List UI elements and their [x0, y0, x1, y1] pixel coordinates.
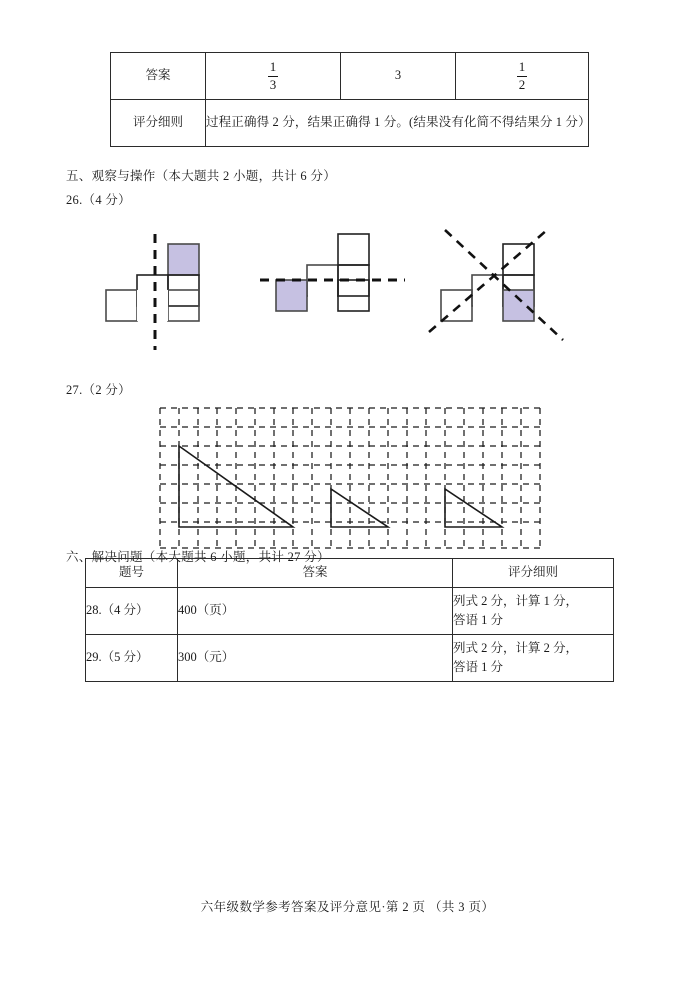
fraction-denominator: 3 [269, 76, 277, 92]
question-27-label: 27.（2 分） [66, 383, 131, 397]
fraction-denominator: 2 [518, 76, 526, 92]
criteria-line: 列式 2 分，计算 2 分， [453, 640, 579, 655]
column-header-answer: 答案 [178, 559, 453, 588]
row-label-criteria: 评分细则 [111, 100, 206, 147]
criteria-text: 过程正确得 2 分，结果正确得 1 分。(结果没有化简不得结果分 1 分） [206, 100, 589, 147]
square-top-right [503, 244, 534, 275]
column-header-criteria: 评分细则 [453, 559, 614, 588]
triangle-right [445, 489, 502, 527]
figure-question-27 [155, 404, 545, 552]
section-five-title: 五、观察与操作（本大题共 2 小题，共计 6 分） [66, 169, 337, 183]
panel-horizontal-axis [260, 234, 405, 311]
column-header-number: 题号 [86, 559, 178, 588]
table-row [86, 635, 614, 682]
row-label-answer: 答案 [111, 53, 206, 100]
answer-cell-three: 3 [341, 53, 456, 100]
fraction-one-half [516, 60, 529, 91]
answer-cell-fraction-one-half [456, 53, 589, 100]
answer-key-table-bottom [85, 558, 614, 682]
square-bottom-left [106, 290, 137, 321]
section-six-title: 六、解决问题（本大题共 6 小题，共计 27 分） [66, 550, 330, 564]
fraction-numerator: 1 [269, 59, 277, 75]
criteria-line: 答语 1 分 [453, 613, 504, 627]
symmetry-axis-diagonal-down [445, 230, 563, 340]
answer-key-table-top [110, 52, 589, 147]
shaded-square [168, 244, 199, 275]
question-answer: 300（元） [178, 635, 453, 682]
figure-question-26 [100, 222, 600, 362]
triangle-middle [331, 489, 388, 527]
fraction-numerator: 1 [518, 59, 526, 75]
question-criteria [453, 588, 614, 635]
table-header-row [86, 559, 614, 588]
fraction-one-third [267, 60, 280, 91]
answer-cell-fraction-one-third [206, 53, 341, 100]
question-number: 28.（4 分） [86, 588, 178, 635]
criteria-line: 列式 2 分，计算 1 分， [453, 593, 579, 608]
table-row [111, 100, 589, 147]
criteria-line: 答语 1 分 [453, 660, 504, 674]
mask-white [137, 290, 168, 321]
panel-diagonal-axes [429, 230, 563, 340]
page-footer: 六年级数学参考答案及评分意见·第 2 页 （共 3 页） [200, 900, 495, 914]
triangle-large [179, 446, 293, 527]
table-row [86, 588, 614, 635]
panel-vertical-axis [106, 234, 199, 350]
mask-white [308, 281, 337, 310]
mask-white [473, 291, 502, 320]
shaded-square [503, 290, 534, 321]
question-answer: 400（页） [178, 588, 453, 635]
shaded-square [276, 280, 307, 311]
question-number: 29.（5 分） [86, 635, 178, 682]
table-row [111, 53, 589, 100]
question-26-label: 26.（4 分） [66, 193, 131, 207]
question-criteria [453, 635, 614, 682]
square-top-right [338, 234, 369, 265]
